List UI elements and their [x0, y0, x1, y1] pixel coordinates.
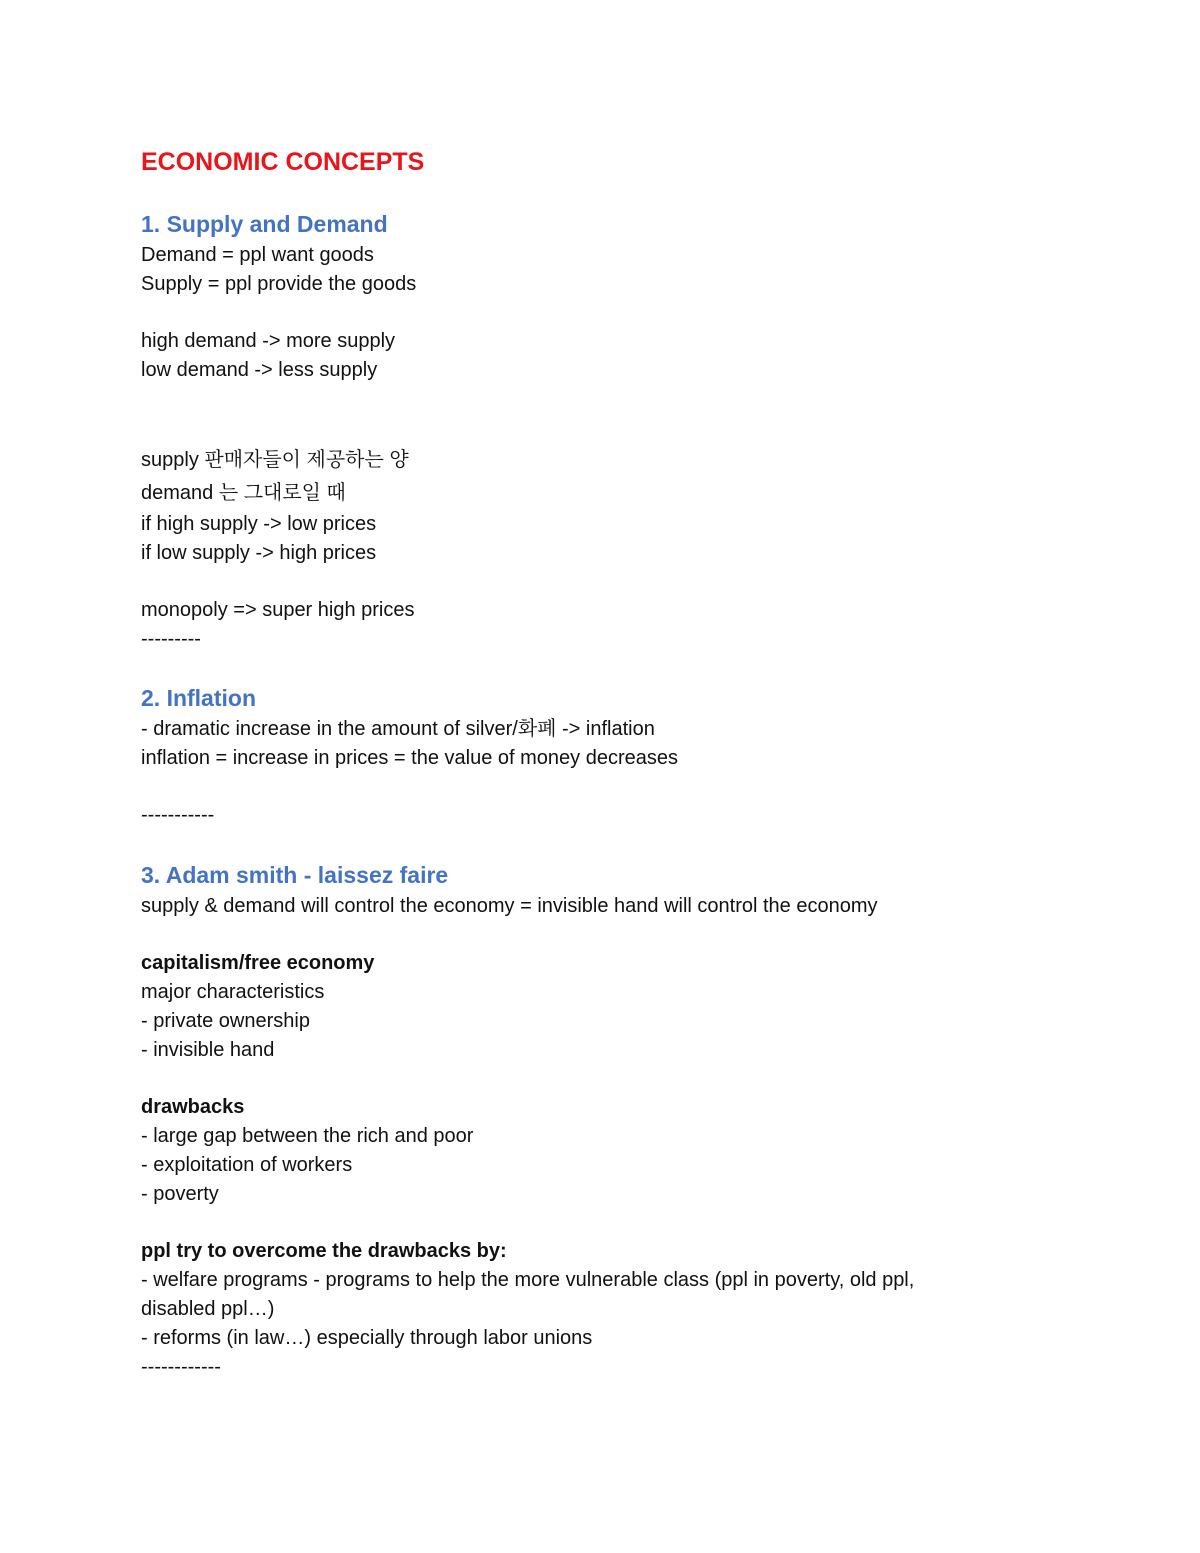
subheading-overcome-drawbacks: ppl try to overcome the drawbacks by: [141, 1240, 507, 1262]
text-line: inflation = increase in prices = the value of money decreases [141, 747, 678, 769]
text-line: supply & demand will control the economy = invisible hand will control the economy [141, 895, 878, 917]
text-line: supply 판매자들이 제공하는 양 [141, 449, 409, 471]
text-line: low demand -> less supply [141, 359, 378, 381]
list-item: - poverty [141, 1183, 219, 1205]
list-item: - private ownership [141, 1010, 310, 1032]
text-line: high demand -> more supply [141, 330, 396, 352]
list-item: - exploitation of workers [141, 1154, 353, 1176]
divider: ----------- [141, 804, 215, 826]
document-title: ECONOMIC CONCEPTS [141, 148, 425, 176]
divider: --------- [141, 628, 201, 650]
document-body [141, 144, 1041, 1382]
section-heading-inflation: 2. Inflation [141, 685, 256, 711]
list-item: - large gap between the rich and poor [141, 1125, 474, 1147]
list-item: - welfare programs - programs to help the more vulnerable class (ppl in poverty, old ppl, disabled ppl…) [141, 1269, 915, 1320]
divider: ------------ [141, 1356, 221, 1378]
section-heading-supply-demand: 1. Supply and Demand [141, 211, 388, 237]
subheading-drawbacks: drawbacks [141, 1096, 245, 1118]
text-line: Supply = ppl provide the goods [141, 273, 417, 295]
text-line: - dramatic increase in the amount of silver/화폐 -> inflation [141, 718, 655, 740]
text-line: major characteristics [141, 981, 325, 1003]
subheading-capitalism: capitalism/free economy [141, 952, 375, 974]
text-line: if low supply -> high prices [141, 542, 377, 564]
text-line: demand 는 그대로일 때 [141, 482, 346, 504]
list-item: - reforms (in law…) especially through labor unions [141, 1327, 593, 1349]
text-line: monopoly => super high prices [141, 599, 415, 621]
text-line: Demand = ppl want goods [141, 244, 374, 266]
list-item: - invisible hand [141, 1039, 275, 1061]
text-line: if high supply -> low prices [141, 513, 377, 535]
section-heading-adam-smith: 3. Adam smith - laissez faire [141, 862, 449, 888]
